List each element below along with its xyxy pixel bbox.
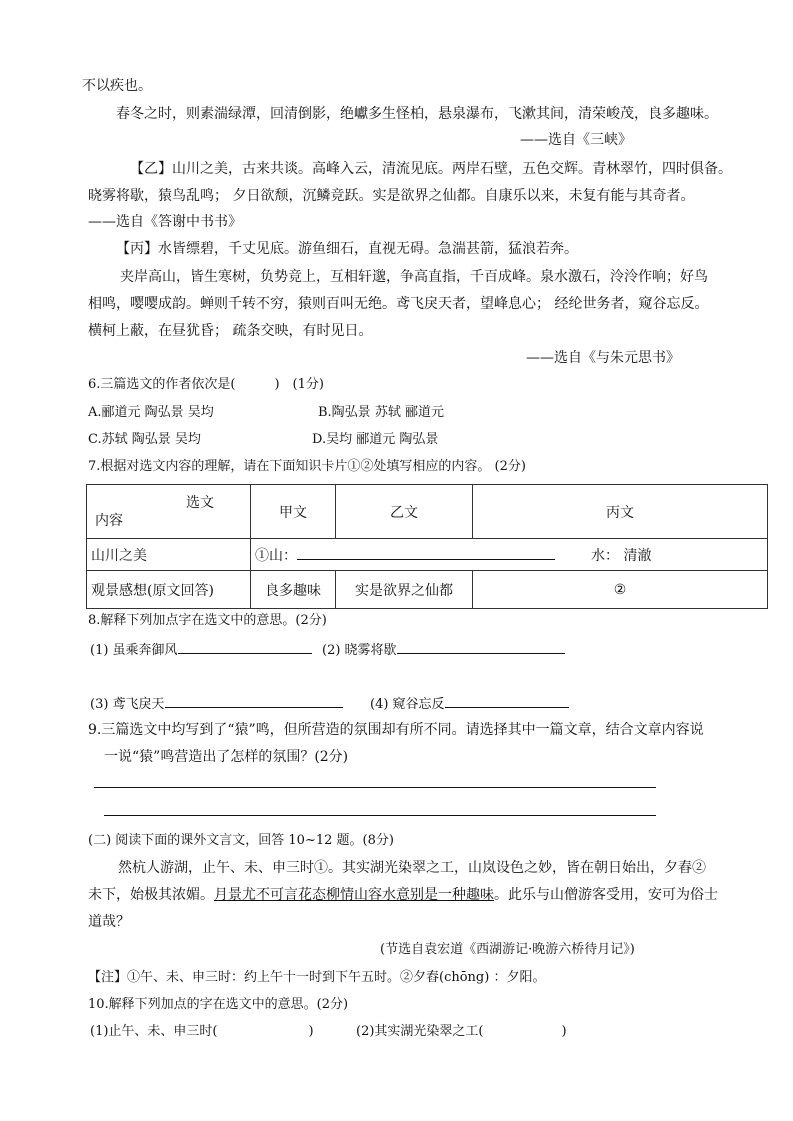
q9-answer-line2[interactable] <box>104 815 656 816</box>
section2-line2 <box>88 886 718 904</box>
q7-stem: 7.根据对选文内容的理解，请在下面知识卡片①②处填写相应的内容。 (2分) <box>88 459 526 474</box>
table-row1-content <box>251 539 768 571</box>
q8-item3: (3) 鸢飞戾天 <box>90 697 165 712</box>
table-row2-jia: 良多趣味 <box>251 571 336 609</box>
section2-line2-tail: 。此乐与山僧游客受用，安可为俗士 <box>494 887 718 903</box>
q9-answer-line1[interactable] <box>94 787 656 788</box>
q10-item2[interactable]: (2)其实湖光染翠之工( ) <box>356 1024 567 1039</box>
table-header-corner <box>87 485 251 539</box>
table-col-yi: 乙文 <box>336 485 473 539</box>
mountain-answer-blank[interactable] <box>297 545 555 560</box>
passage-bing-line3: 相鸣，嘤嘤成韵。蝉则千转不穷，猿则百叫无绝。鸢飞戾天者，望峰息心； 经纶世务者，窥谷忘反。 <box>88 296 709 312</box>
q6-option-c[interactable]: C.苏轼 陶弘景 吴均 <box>88 432 201 447</box>
passage-bing-line1: 【丙】水皆缥碧，千丈见底。游鱼细石，直视无碍。急湍甚箭，猛浪若奔。 <box>116 241 578 257</box>
q8-item1-blank[interactable] <box>178 639 312 654</box>
q8-item4: (4) 窥谷忘反 <box>370 697 445 712</box>
passage-yi-line2: 晓雾将歇，猿鸟乱鸣； 夕日欲颓，沉鳞竞跃。实是欲界之仙都。自康乐以来，未复有能与其奇者。 <box>88 188 695 204</box>
table-col-bing: 丙文 <box>473 485 768 539</box>
passage-jia-line2: 春冬之时，则素湍绿潭，回清倒影，绝巘多生怪柏，悬泉瀑布，飞漱其间，清荣峻茂，良多趣味。 <box>116 106 718 122</box>
q8-item4-blank[interactable] <box>445 693 569 708</box>
table-header-bottom: 内容 <box>95 512 123 529</box>
section2-note: 【注】①午、未、申三时：约上午十一时到下午五时。②夕舂(chōng) ：夕阳。 <box>88 970 546 985</box>
table-row1-water: 水： 清澈 <box>591 547 652 564</box>
section2-line3: 道哉？ <box>88 914 130 930</box>
q9-line1: 9.三篇选文中均写到了“猿”鸣，但所营造的氛围却有所不同。请选择其中一篇文章，结合文章内容说 <box>88 722 704 738</box>
passage-bing-source: ——选自《与朱元思书》 <box>526 350 680 366</box>
q9-line2: 一说“猿”鸣营造出了怎样的氛围？(2分) <box>104 749 349 765</box>
section2-source: (节选自袁宏道《西湖游记·晚游六桥待月记》) <box>380 942 635 957</box>
table-row1-label: 山川之美 <box>87 539 251 571</box>
q6-option-a[interactable]: A.郦道元 陶弘景 吴均 <box>88 405 214 420</box>
section2-line2-underlined: 月景尤不可言花态柳情山容水意别是一种趣味 <box>214 887 494 903</box>
q10-stem: 10.解释下列加点的字在选文中的意思。(2分) <box>88 997 349 1012</box>
table-row2-label: 观景感想(原文回答) <box>87 571 251 609</box>
q6-option-d[interactable]: D.吴均 郦道元 陶弘景 <box>312 432 439 447</box>
q8-stem: 8.解释下列加点字在选文中的意思。(2分) <box>88 613 327 628</box>
passage-bing-line4: 横柯上蔽，在昼犹昏； 疏条交映，有时见日。 <box>88 323 373 339</box>
table-header-top: 选文 <box>186 494 214 511</box>
q8-item3-row <box>90 693 343 714</box>
passage-yi-line1: 【乙】山川之美，古来共谈。高峰入云，清流见底。两岸石壁，五色交辉。青林翠竹，四时俱备。 <box>130 161 732 177</box>
table-row1-mountain: ①山： <box>255 547 297 564</box>
passage-yi-source: ——选自《答谢中书书》 <box>88 214 242 230</box>
passage-bing-line2: 夹岸高山，皆生寒树，负势竞上，互相轩邈，争高直指，千百成峰。泉水激石，泠泠作响；好鸟 <box>120 269 708 285</box>
passage-jia-source: ——选自《三峡》 <box>520 132 632 148</box>
table-col-jia: 甲文 <box>251 485 336 539</box>
table-row2-bing[interactable]: ② <box>473 571 768 609</box>
table-row2-yi: 实是欲界之仙都 <box>336 571 473 609</box>
knowledge-card-table <box>86 484 768 609</box>
q8-item1: (1) 虽乘奔御风 <box>90 643 178 658</box>
passage-jia-line1: 不以疾也。 <box>82 78 152 94</box>
q8-item2: (2) 晓雾将歇 <box>322 643 397 658</box>
q8-item4-row <box>370 693 569 714</box>
section2-heading: (二) 阅读下面的课外文言文，回答 10~12 题。(8分) <box>88 833 394 848</box>
q6-stem: 6.三篇选文的作者依次是( ) (1分) <box>88 377 324 392</box>
q6-option-b[interactable]: B.陶弘景 苏轼 郦道元 <box>318 405 444 420</box>
section2-line2-plain: 未下，始极其浓媚。 <box>88 887 214 903</box>
q8-item3-blank[interactable] <box>165 693 343 708</box>
section2-line1: 然杭人游湖，止午、未、申三时①。其实湖光染翠之工，山岚设色之妙，皆在朝日始出，夕舂② <box>118 860 706 876</box>
q8-item1-row <box>90 639 312 660</box>
q10-item1[interactable]: (1)止午、未、申三时( ) <box>90 1024 314 1039</box>
q8-item2-blank[interactable] <box>397 639 565 654</box>
q8-item2-row <box>322 639 565 660</box>
